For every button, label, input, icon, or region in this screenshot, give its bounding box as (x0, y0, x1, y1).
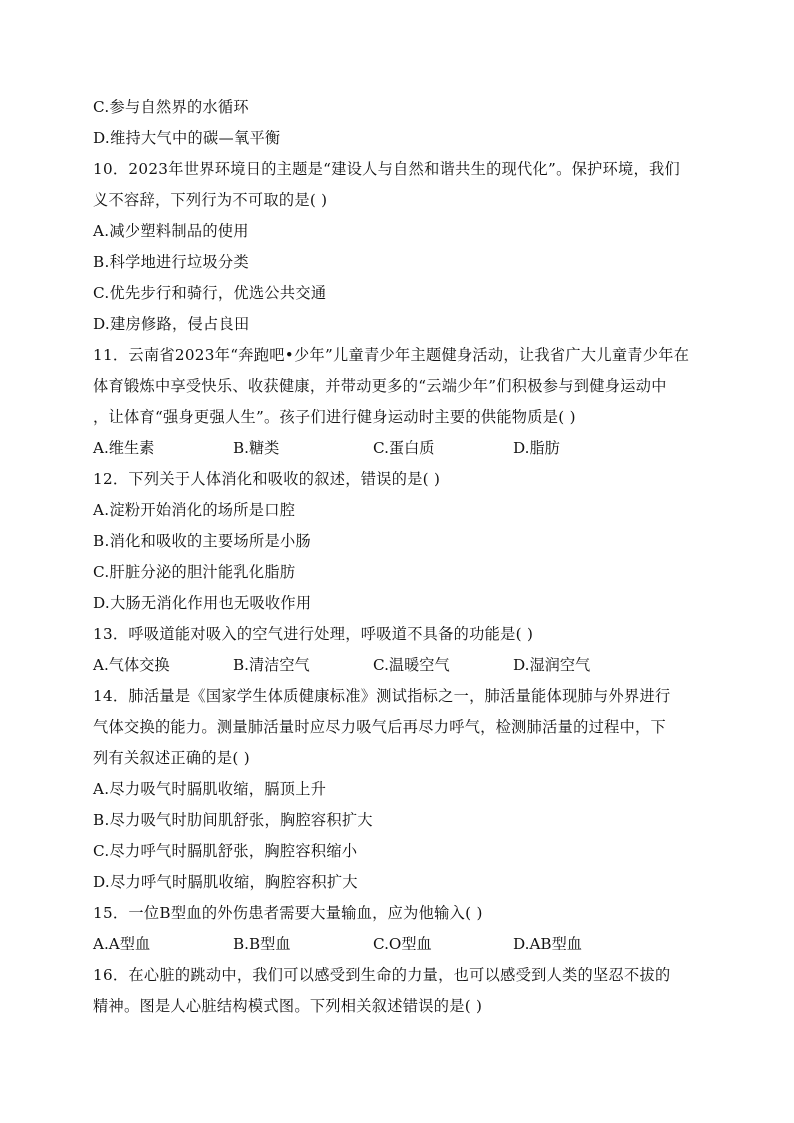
option-b: B.糖类 (233, 439, 280, 457)
question-16-text: 16．在心脏的跳动中，我们可以感受到生命的力量，也可以感受到人类的坚忍不拔的 (93, 966, 671, 984)
option-line: C.参与自然界的水循环 (93, 98, 249, 116)
question-10-text: 义不容辞，下列行为不可取的是( ) (93, 191, 328, 209)
option-a: A.维生素 (93, 439, 155, 457)
option-line: A.尽力吸气时膈肌收缩，膈顶上升 (93, 780, 327, 798)
question-14-text: 14．肺活量是《国家学生体质健康标准》测试指标之一，肺活量能体现肺与外界进行 (93, 687, 671, 705)
option-line: B.消化和吸收的主要场所是小肠 (93, 532, 311, 550)
option-line: D.建房修路，侵占良田 (93, 315, 250, 333)
option-d: D.脂肪 (513, 439, 560, 457)
question-15-text: 15．一位B型血的外伤患者需要大量输血，应为他输入( ) (93, 904, 483, 922)
option-line: D.维持大气中的碳—氧平衡 (93, 129, 281, 147)
question-11-options (93, 433, 705, 464)
option-c: C.蛋白质 (373, 439, 435, 457)
option-line: A.淀粉开始消化的场所是口腔 (93, 501, 296, 519)
option-line: D.尽力呼气时膈肌收缩，胸腔容积扩大 (93, 873, 358, 891)
option-b: B.B型血 (233, 935, 291, 953)
question-14-text: 列有关叙述正确的是( ) (93, 749, 250, 767)
question-12-text: 12．下列关于人体消化和吸收的叙述，错误的是( ) (93, 470, 441, 488)
option-line: C.优先步行和骑行，优选公共交通 (93, 284, 327, 302)
question-11-text: 11．云南省2023年“奔跑吧•少年”儿童青少年主题健身活动，让我省广大儿童青少年在 (93, 346, 690, 364)
option-a: A.A型血 (93, 935, 151, 953)
option-line: D.大肠无消化作用也无吸收作用 (93, 594, 312, 612)
question-14-text: 气体交换的能力。测量肺活量时应尽力吸气后再尽力呼气，检测肺活量的过程中，下 (93, 718, 667, 736)
option-b: B.清洁空气 (233, 656, 310, 674)
question-13-text: 13．呼吸道能对吸入的空气进行处理，呼吸道不具备的功能是( ) (93, 625, 534, 643)
question-11-text: 体育锻炼中享受快乐、收获健康，并带动更多的“云端少年”们积极参与到健身运动中 (93, 377, 667, 395)
question-16-text: 精神。图是人心脏结构模式图。下列相关叙述错误的是( ) (93, 997, 483, 1015)
document-page (93, 92, 705, 1022)
option-line: C.肝脏分泌的胆汁能乳化脂肪 (93, 563, 296, 581)
option-d: D.湿润空气 (513, 656, 591, 674)
option-a: A.气体交换 (93, 656, 170, 674)
option-line: B.尽力吸气时肋间肌舒张，胸腔容积扩大 (93, 811, 373, 829)
option-c: C.温暖空气 (373, 656, 450, 674)
option-c: C.O型血 (373, 935, 432, 953)
question-13-options (93, 650, 705, 681)
option-line: A.减少塑料制品的使用 (93, 222, 249, 240)
option-d: D.AB型血 (513, 935, 582, 953)
question-10-text: 10．2023年世界环境日的主题是“建设人与自然和谐共生的现代化”。保护环境，我们 (93, 160, 680, 178)
question-15-options (93, 929, 705, 960)
question-11-text: ，让体育“强身更强人生”。孩子们进行健身运动时主要的供能物质是( ) (93, 408, 576, 426)
option-line: C.尽力呼气时膈肌舒张，胸腔容积缩小 (93, 842, 358, 860)
option-line: B.科学地进行垃圾分类 (93, 253, 249, 271)
